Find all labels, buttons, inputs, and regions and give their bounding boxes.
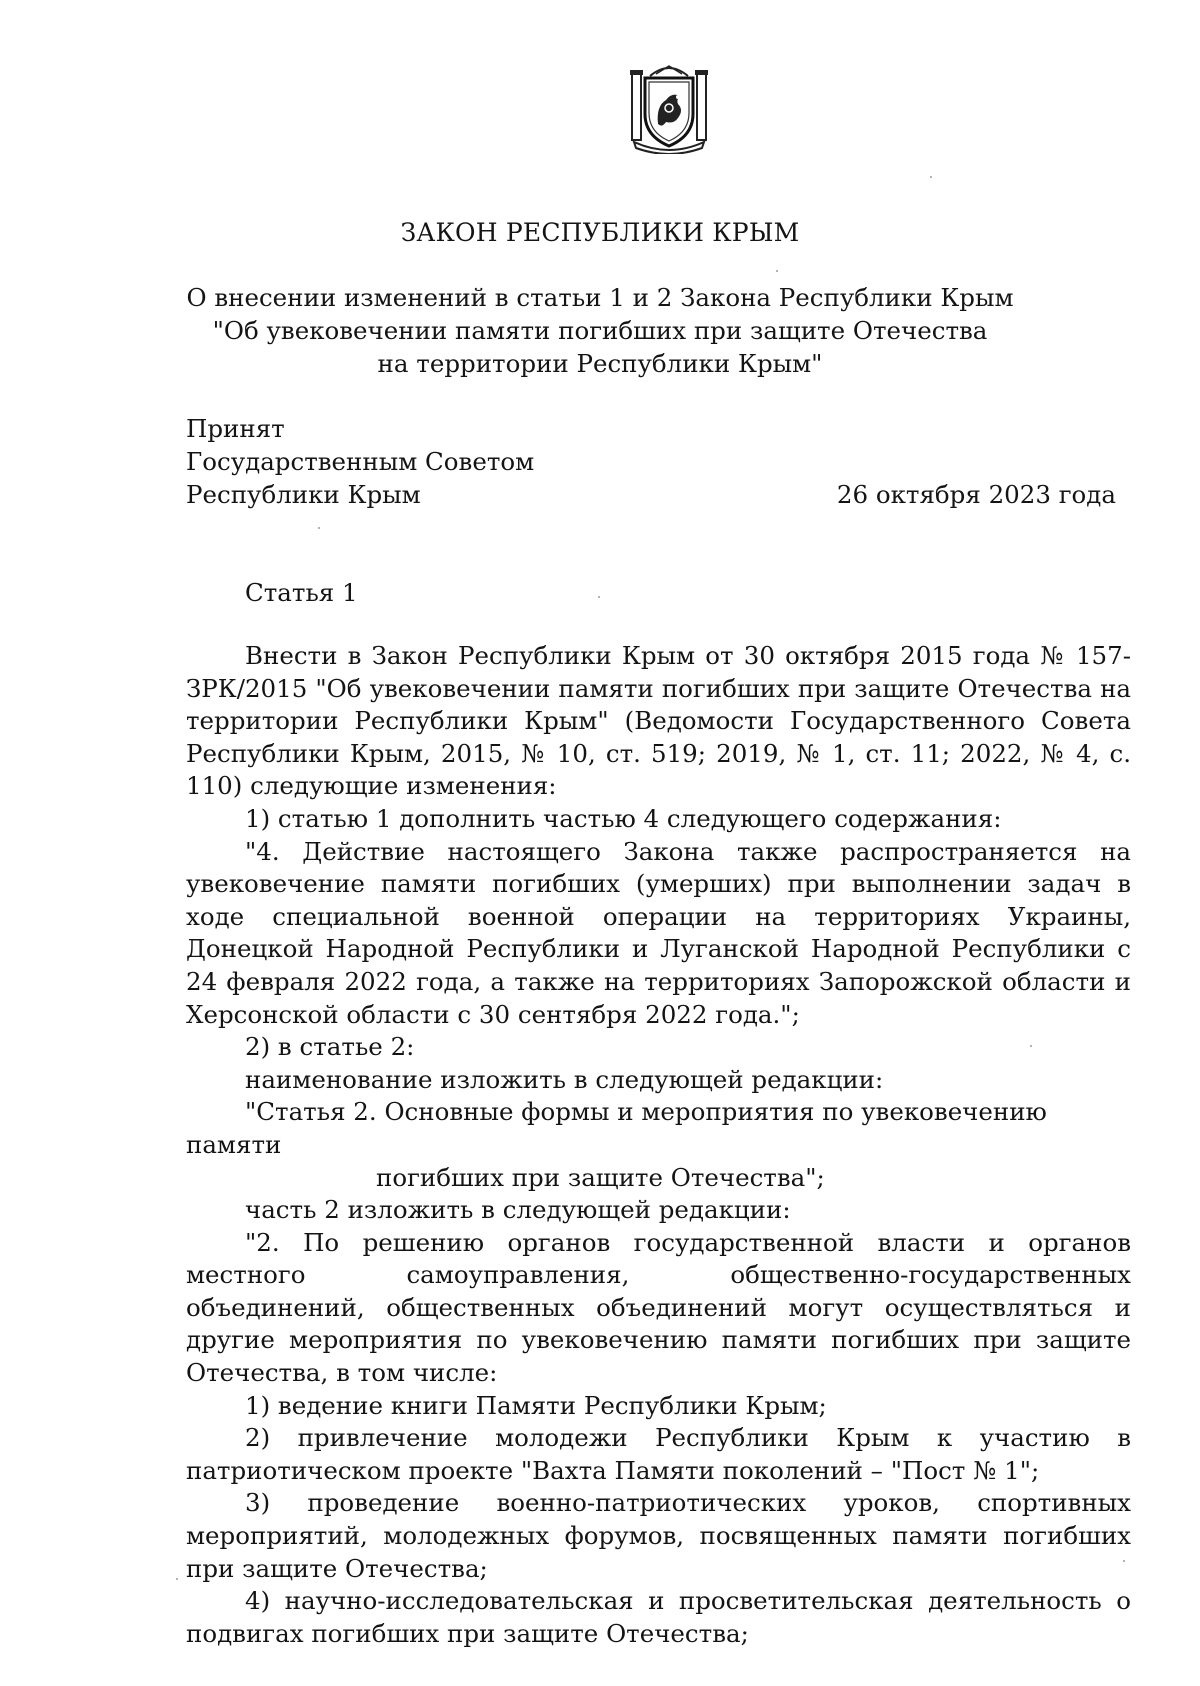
paragraph: "2. По решению органов государственной власти и органов местного самоуправления, общественно-государственных объединений, общественных объединений могут осуществляться и другие мероприятия по увековечению памяти погибших при защите Отечества, в том числе: — [186, 1227, 1131, 1388]
adoption-block — [186, 412, 534, 511]
quoted-heading: "Статья 2. Основные формы и мероприятия по увековечению памяти — [186, 1097, 1047, 1159]
paragraph: часть 2 изложить в следующей редакции: — [245, 1195, 791, 1225]
paragraph: "4. Действие настоящего Закона также распространяется на увековечение памяти погибших (умерших) при выполнении задач в ходе специальной военной операции на территориях Украины, Донецкой Народной Республики и Луганской Народной Республики с 24 февраля 2022 года, а также на территориях Запорожской области и Херсонской области с 30 сентября 2022 года."; — [186, 836, 1131, 1029]
scan-speck — [1030, 1045, 1032, 1047]
subtitle-line: О внесении изменений в статьи 1 и 2 Закона Республики Крым — [186, 283, 1014, 312]
list-item: 2) привлечение молодежи Республики Крым к участию в патриотическом проекте "Вахта Памяти поколений – "Пост № 1"; — [186, 1423, 1131, 1485]
paragraph: 2) в статье 2: — [245, 1032, 415, 1062]
adopted-line: Государственным Советом — [186, 447, 535, 476]
subtitle-line: на территории Республики Крым" — [377, 349, 823, 378]
paragraph: Внести в Закон Республики Крым от 30 октября 2015 года № 157-ЗРК/2015 "Об увековечении памяти погибших при защите Отечества на территории Республики Крым" (Ведомости Государственного Совета Республики Крым, 2015, № 10, ст. 519; 2019, № 1, ст. 11; 2022, № 4, с. 110) следующие изменения: — [186, 641, 1131, 801]
article-body — [186, 640, 1131, 1650]
scan-speck — [318, 527, 320, 529]
article-heading: Статья 1 — [245, 578, 358, 607]
crimea-coat-of-arms-icon — [628, 62, 710, 154]
quoted-heading-continuation: погибших при защите Отечества"; — [376, 1162, 825, 1192]
scan-speck — [1123, 1560, 1125, 1562]
scan-speck — [598, 596, 600, 598]
subtitle-line: "Об увековечении памяти погибших при защите Отечества — [212, 316, 988, 345]
adoption-date: 26 октября 2023 года — [836, 480, 1116, 509]
adopted-line: Республики Крым — [186, 480, 421, 509]
list-item: 1) ведение книги Памяти Республики Крым; — [245, 1390, 827, 1420]
list-item: 3) проведение военно-патриотических уроков, спортивных мероприятий, молодежных форумов, посвященных памяти погибших при защите Отечества; — [186, 1488, 1131, 1583]
list-item: 4) научно-исследовательская и просветительская деятельность о подвигах погибших при защите Отечества; — [186, 1586, 1131, 1648]
paragraph: 1) статью 1 дополнить частью 4 следующего содержания: — [245, 803, 1002, 833]
scan-speck — [930, 176, 932, 178]
adopted-line: Принят — [186, 414, 285, 443]
law-subtitle — [0, 281, 1200, 380]
paragraph: наименование изложить в следующей редакции: — [245, 1064, 884, 1094]
law-title: ЗАКОН РЕСПУБЛИКИ КРЫМ — [400, 218, 800, 247]
scan-speck — [776, 270, 778, 272]
scan-speck — [176, 1578, 178, 1580]
